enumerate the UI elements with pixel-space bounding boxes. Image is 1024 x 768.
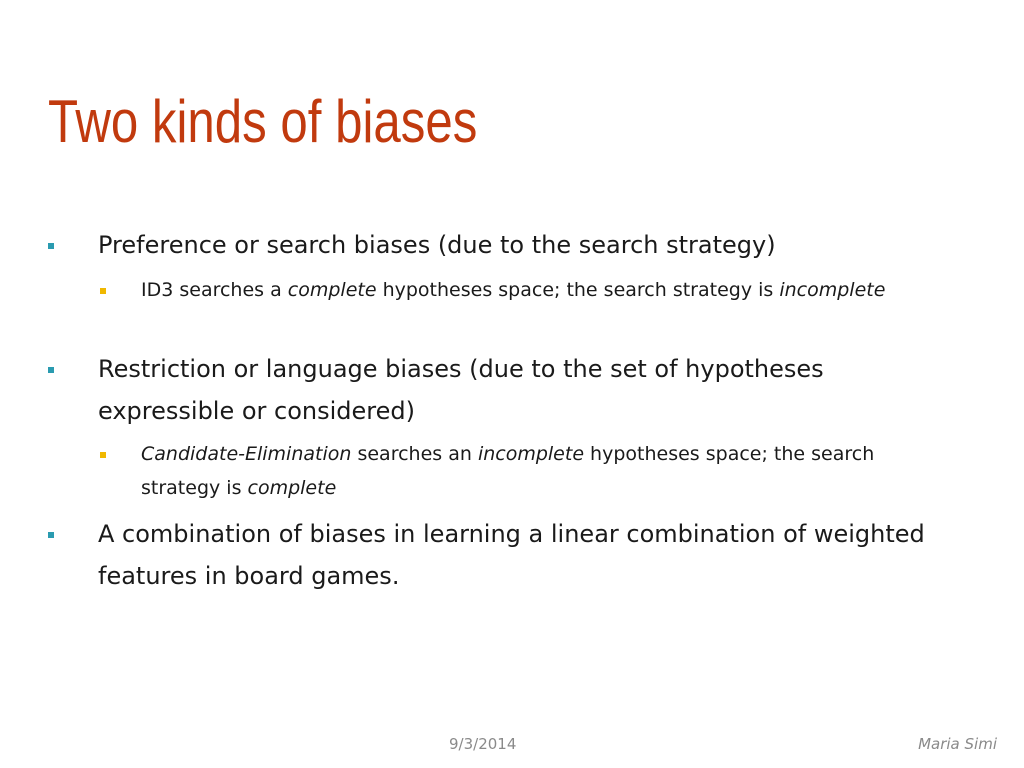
sub-bullet-text-part: searches an xyxy=(351,443,478,465)
bullet-item-preference-biases xyxy=(98,224,928,266)
bullet-item-combination-biases xyxy=(98,513,928,597)
sub-bullet-emphasis: complete xyxy=(247,477,337,499)
sub-bullet-text-part: ID3 searches a xyxy=(141,279,288,301)
bullet-item-restriction-biases xyxy=(98,348,928,432)
sub-bullet-emphasis: incomplete xyxy=(477,443,585,465)
footer-author: Maria Simi xyxy=(918,735,997,753)
bullet-text: Restriction or language biases (due to the set of hypotheses expressible or considered) xyxy=(98,355,824,425)
bullet-icon xyxy=(48,243,54,249)
sub-bullet-icon xyxy=(100,452,106,458)
bullet-icon xyxy=(48,532,54,538)
sub-bullet-text-part: hypotheses space; the search strategy is xyxy=(141,443,875,499)
bullet-text: A combination of biases in learning a linear combination of weighted features in board games. xyxy=(98,520,925,590)
sub-bullet-text-part: hypotheses space; the search strategy is xyxy=(376,279,780,301)
sub-bullet-item-candidate-elimination xyxy=(141,437,921,505)
sub-bullet-emphasis: Candidate-Elimination xyxy=(141,443,352,465)
sub-bullet-item-id3 xyxy=(141,273,921,307)
sub-bullet-emphasis: incomplete xyxy=(779,279,886,301)
bullet-text: Preference or search biases (due to the search strategy) xyxy=(98,231,776,259)
bullet-icon xyxy=(48,367,54,373)
footer-date: 9/3/2014 xyxy=(449,735,517,753)
slide-title: Two kinds of biases xyxy=(48,88,478,155)
sub-bullet-icon xyxy=(100,288,106,294)
sub-bullet-emphasis: complete xyxy=(287,279,377,301)
